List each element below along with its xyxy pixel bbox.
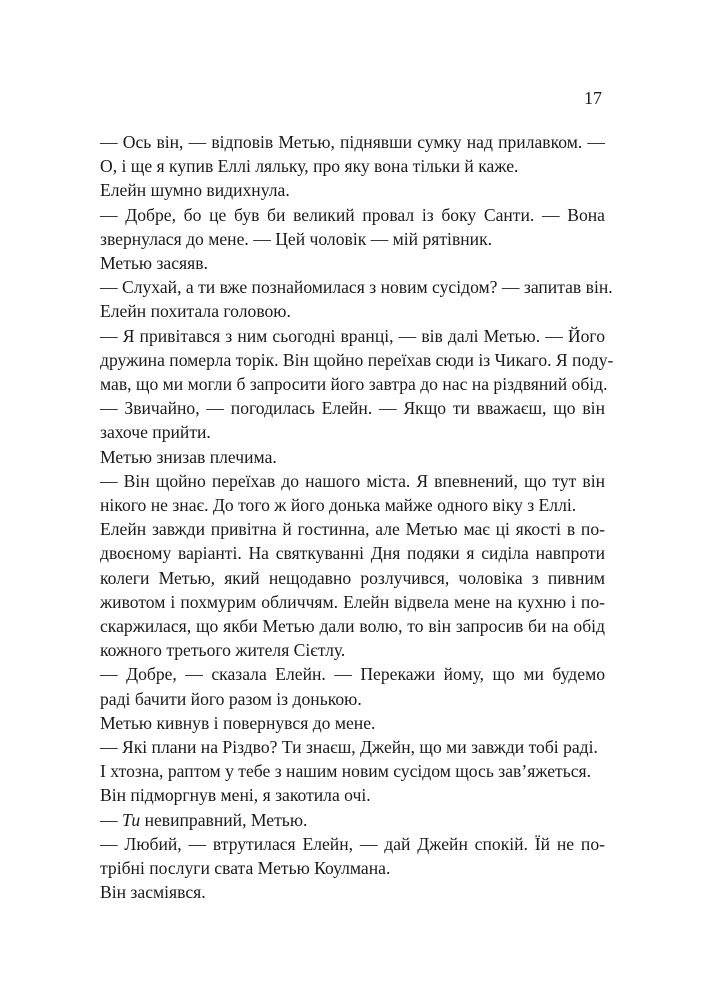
text-line: двоєному варіанті. На святкуванні Дня подяки я сиділа навпроти (100, 543, 605, 564)
text-line: Метью засяяв. (100, 253, 208, 274)
text-line: трібні послуги свата Метью Коулмана. (100, 858, 391, 879)
text-line: О, і ще я купив Еллі ляльку, про яку вона тільки й каже. (100, 156, 519, 177)
text-line: — Я привітався з ним сьогодні вранці, — вів далі Метью. — Його (100, 325, 605, 346)
text-line: — Він щойно переїхав до нашого міста. Я впевнений, що тут він (100, 470, 605, 491)
text-line: Метью знизав плечима. (100, 446, 277, 467)
page-number: 17 (584, 88, 602, 108)
body-text (100, 130, 614, 905)
text-line: дружина померла торік. Він щойно переїхав сюди із Чикаго. Я поду- (100, 349, 614, 370)
text-line: І хтозна, раптом у тебе з нашим новим сусідом щось зав’яжеться. (100, 761, 592, 782)
text-line: Він засміявся. (100, 882, 206, 903)
text-line: скаржилася, що якби Метью дали волю, то він запросив би на обід (100, 616, 605, 637)
text-line: нікого не знає. До того ж його донька майже одного віку з Еллі. (100, 495, 577, 516)
text-line: Метью кивнув і повернувся до мене. (100, 712, 376, 733)
text-line: — Звичайно, — погодилась Елейн. — Якщо ти вважаєш, що він (100, 398, 605, 419)
text-line: Елейн шумно видихнула. (100, 180, 290, 201)
text-line: — Добре, бо це був би великий провал із боку Санти. — Вона (100, 204, 605, 225)
text-line: кожного третього жителя Сієтлу. (100, 640, 346, 661)
line-rest: невиправний, Метью. (140, 809, 308, 830)
text-line: мав, що ми могли б запросити його завтра до нас на різдвяний обід. (100, 374, 608, 395)
italic-word: Ти (122, 809, 141, 830)
text-line: раді бачити його разом із донькою. (100, 688, 362, 709)
text-line: — Добре, — сказала Елейн. — Перекажи йому, що ми будемо (100, 664, 605, 685)
text-line: — Які плани на Різдво? Ти знаєш, Джейн, що ми завжди тобі раді. (100, 737, 598, 758)
text-line-italic-start (100, 808, 605, 832)
text-line: — Слухай, а ти вже познайомилася з новим сусідом? — запитав він. (100, 277, 613, 298)
text-line: звернулася до мене. — Цей чоловік — мій рятівник. (100, 228, 493, 249)
text-line: Він підморгнув мені, я закотила очі. (100, 785, 371, 806)
text-line: захоче прийти. (100, 422, 211, 443)
text-line: животом і похмурим обличчям. Елейн відвела мене на кухню і по- (100, 591, 605, 612)
text-line: — Ось він, — відповів Метью, піднявши сумку над прилавком. — (100, 132, 605, 152)
dash-prefix: — (100, 809, 122, 830)
text-line: — Любий, — втрутилася Елейн, — дай Джейн спокій. Їй не по- (100, 833, 605, 854)
text-line: колеги Метью, який нещодавно розлучився, чоловіка з пивним (100, 567, 605, 588)
text-line: Елейн похитала головою. (100, 301, 291, 322)
text-line: Елейн завжди привітна й гостинна, але Метью має ці якості в по- (100, 519, 605, 540)
